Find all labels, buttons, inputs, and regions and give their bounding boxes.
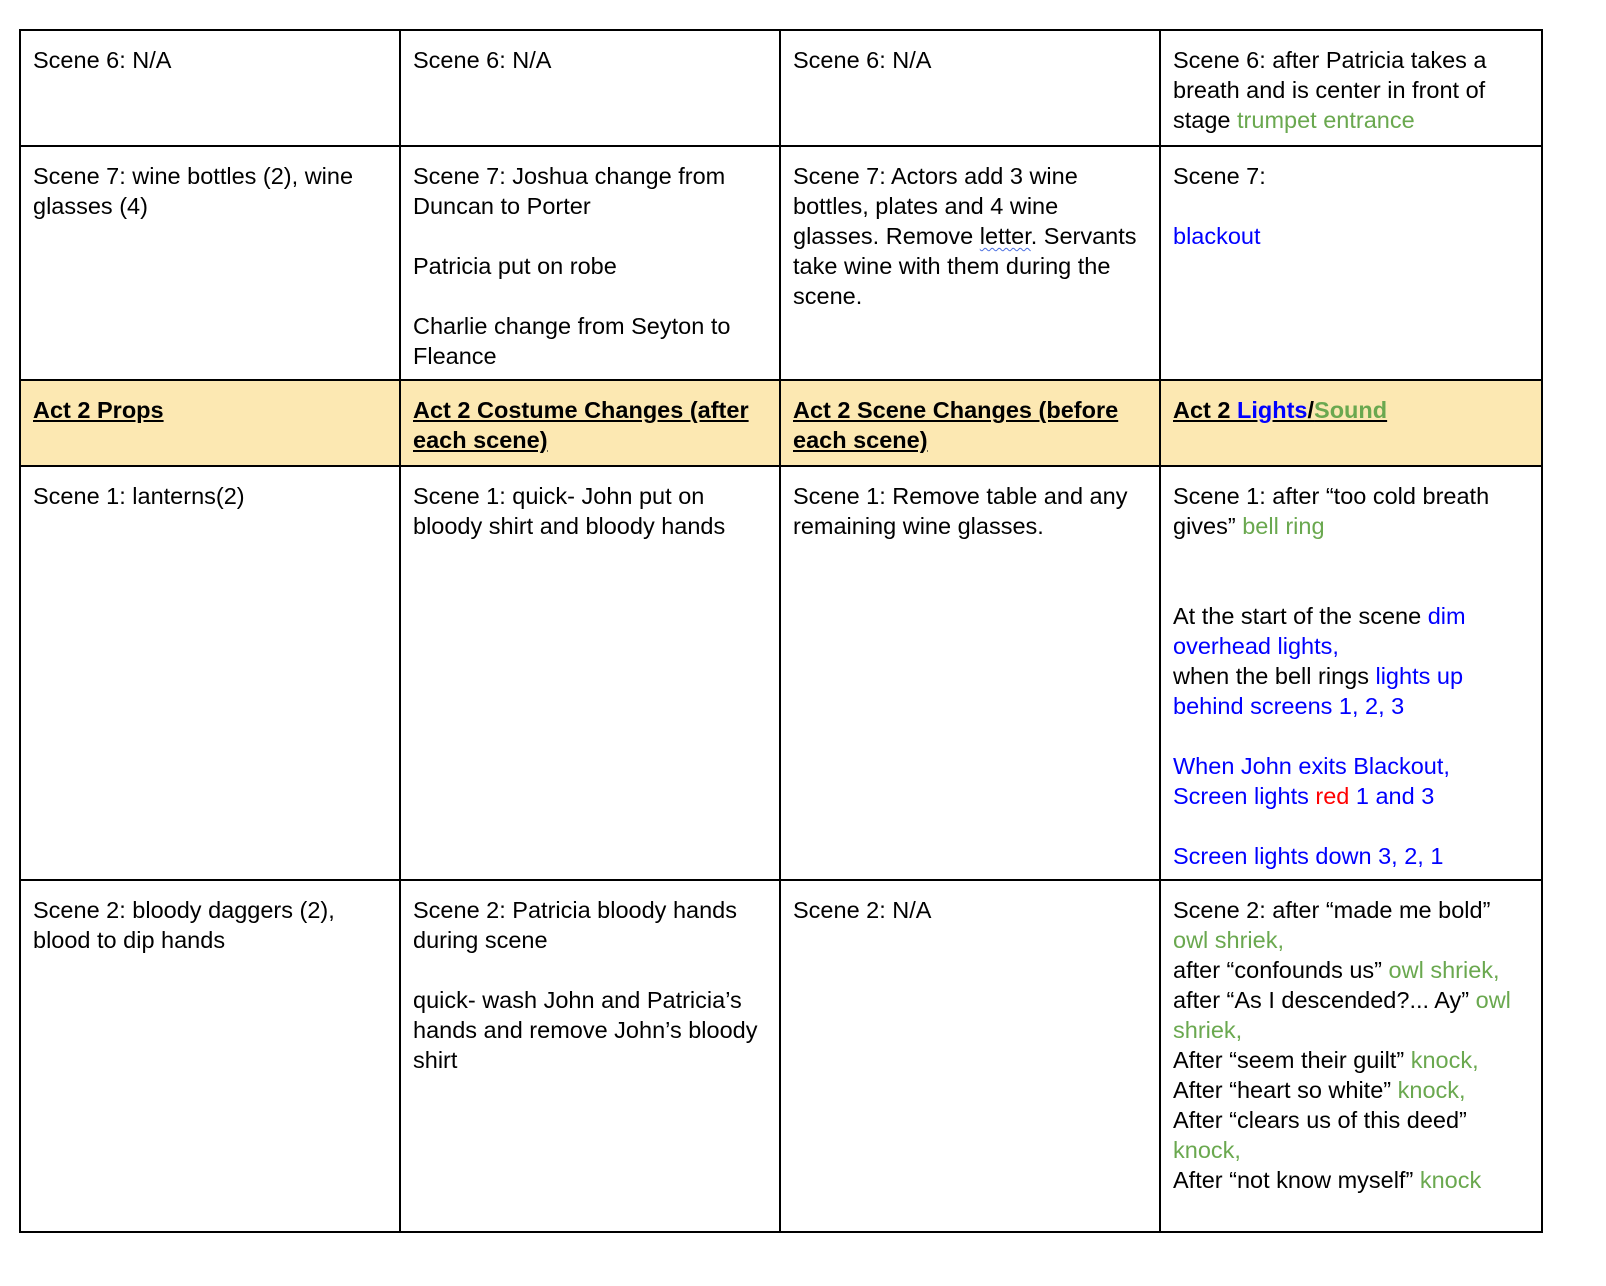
cue-line <box>1173 661 1529 721</box>
act-2-header-row <box>20 380 1542 466</box>
sound-cue: knock <box>1419 1167 1482 1193</box>
light-cue: blackout <box>1173 223 1261 249</box>
sound-cue: knock, <box>1397 1077 1466 1103</box>
scene-change-text: . Servants take wine with them during the scene. <box>793 223 1137 309</box>
row-scene-7 <box>20 146 1542 380</box>
cell-costume-a2s1: Scene 1: quick- John put on bloody shirt and bloody hands <box>400 466 780 880</box>
light-cue: dim overhead lights, <box>1173 603 1466 659</box>
cue-line <box>1173 1045 1529 1075</box>
row-scene-6 <box>20 30 1542 146</box>
cue-text: when the bell rings <box>1173 663 1376 689</box>
costume-line: Scene 7: Joshua change from Duncan to Porter <box>413 163 726 219</box>
costume-line: Scene 2: Patricia bloody hands during scene <box>413 897 737 953</box>
sound-cue: owl shriek, <box>1388 957 1500 983</box>
scene-change-text: Scene 7: Actors add 3 wine bottles, plates and 4 wine glasses. Remove <box>793 163 1078 249</box>
light-cue: When John exits Blackout, Screen lights <box>1173 753 1450 809</box>
row-act2-scene-1 <box>20 466 1542 880</box>
cue-line <box>1173 895 1529 955</box>
cell-costume-scene-6: Scene 6: N/A <box>400 30 780 146</box>
header-lights-sound <box>1160 380 1542 466</box>
cell-scene-change-a2s2: Scene 2: N/A <box>780 880 1160 1232</box>
cue-line <box>1173 1105 1529 1165</box>
cue-sheet-table <box>19 29 1543 1233</box>
header-props: Act 2 Props <box>20 380 400 466</box>
cue-line <box>1173 1075 1529 1105</box>
cell-props-a2s2: Scene 2: bloody daggers (2), blood to dip hands <box>20 880 400 1232</box>
cue-line <box>1173 955 1529 985</box>
cell-scene-change-scene-6: Scene 6: N/A <box>780 30 1160 146</box>
cue-text: After “clears us of this deed” <box>1173 1107 1467 1133</box>
sound-cue: knock, <box>1410 1047 1479 1073</box>
header-prefix: Act 2 <box>1173 397 1237 423</box>
cue-text: After “heart so white” <box>1173 1077 1398 1103</box>
cell-scene-change-a2s1: Scene 1: Remove table and any remaining wine glasses. <box>780 466 1160 880</box>
cue-text: Scene 2: after “made me bold” <box>1173 897 1491 923</box>
sound-cue: owl shriek, <box>1173 927 1285 953</box>
sound-cue: knock, <box>1173 1137 1241 1163</box>
light-cue: lights up behind screens 1, 2, 3 <box>1173 663 1464 719</box>
cell-scene-change-scene-7 <box>780 146 1160 380</box>
cue-line <box>1173 481 1529 541</box>
cell-costume-a2s2 <box>400 880 780 1232</box>
costume-line: Patricia put on robe <box>413 253 617 279</box>
cell-lights-a2s2 <box>1160 880 1542 1232</box>
cell-lights-scene-6 <box>1160 30 1542 146</box>
sound-cue: owl shriek, <box>1173 987 1511 1043</box>
cue-line <box>1173 1165 1529 1195</box>
cue-line <box>1173 751 1529 811</box>
header-lights: Lights <box>1237 397 1308 423</box>
header-slash: / <box>1307 397 1315 423</box>
cue-text: At the start of the scene <box>1173 603 1428 629</box>
cue-text: Scene 1: after “too cold breath gives” <box>1173 483 1490 539</box>
costume-line: Charlie change from Seyton to Fleance <box>413 313 731 369</box>
light-cue: 1 and 3 <box>1349 783 1435 809</box>
cue-text: After “not know myself” <box>1173 1167 1420 1193</box>
header-costume: Act 2 Costume Changes (after each scene) <box>400 380 780 466</box>
header-sound: Sound <box>1314 397 1388 423</box>
cue-line <box>1173 601 1529 661</box>
cue-text: after “As I descended?... Ay” <box>1173 987 1476 1013</box>
light-cue: Screen lights down 3, 2, 1 <box>1173 843 1444 869</box>
cell-props-a2s1: Scene 1: lanterns(2) <box>20 466 400 880</box>
cell-props-scene-7: Scene 7: wine bottles (2), wine glasses (4) <box>20 146 400 380</box>
header-scene-changes: Act 2 Scene Changes (before each scene) <box>780 380 1160 466</box>
row-act2-scene-2 <box>20 880 1542 1232</box>
cell-lights-a2s1 <box>1160 466 1542 880</box>
cue-text: Scene 7: <box>1173 163 1266 189</box>
cue-text: Scene 6: after Patricia takes a breath and is center in front of stage <box>1173 47 1487 133</box>
cue-line <box>1173 985 1529 1045</box>
cell-costume-scene-7 <box>400 146 780 380</box>
sound-cue: trumpet entrance <box>1237 107 1415 133</box>
cell-lights-scene-7 <box>1160 146 1542 380</box>
cue-text: After “seem their guilt” <box>1173 1047 1411 1073</box>
costume-line: quick- wash John and Patricia’s hands and remove John’s bloody shirt <box>413 987 758 1073</box>
cue-text: after “confounds us” <box>1173 957 1389 983</box>
red-light-cue: red <box>1315 783 1350 809</box>
sound-cue: bell ring <box>1242 513 1325 539</box>
cell-props-scene-6: Scene 6: N/A <box>20 30 400 146</box>
spellcheck-word: letter <box>979 223 1031 249</box>
